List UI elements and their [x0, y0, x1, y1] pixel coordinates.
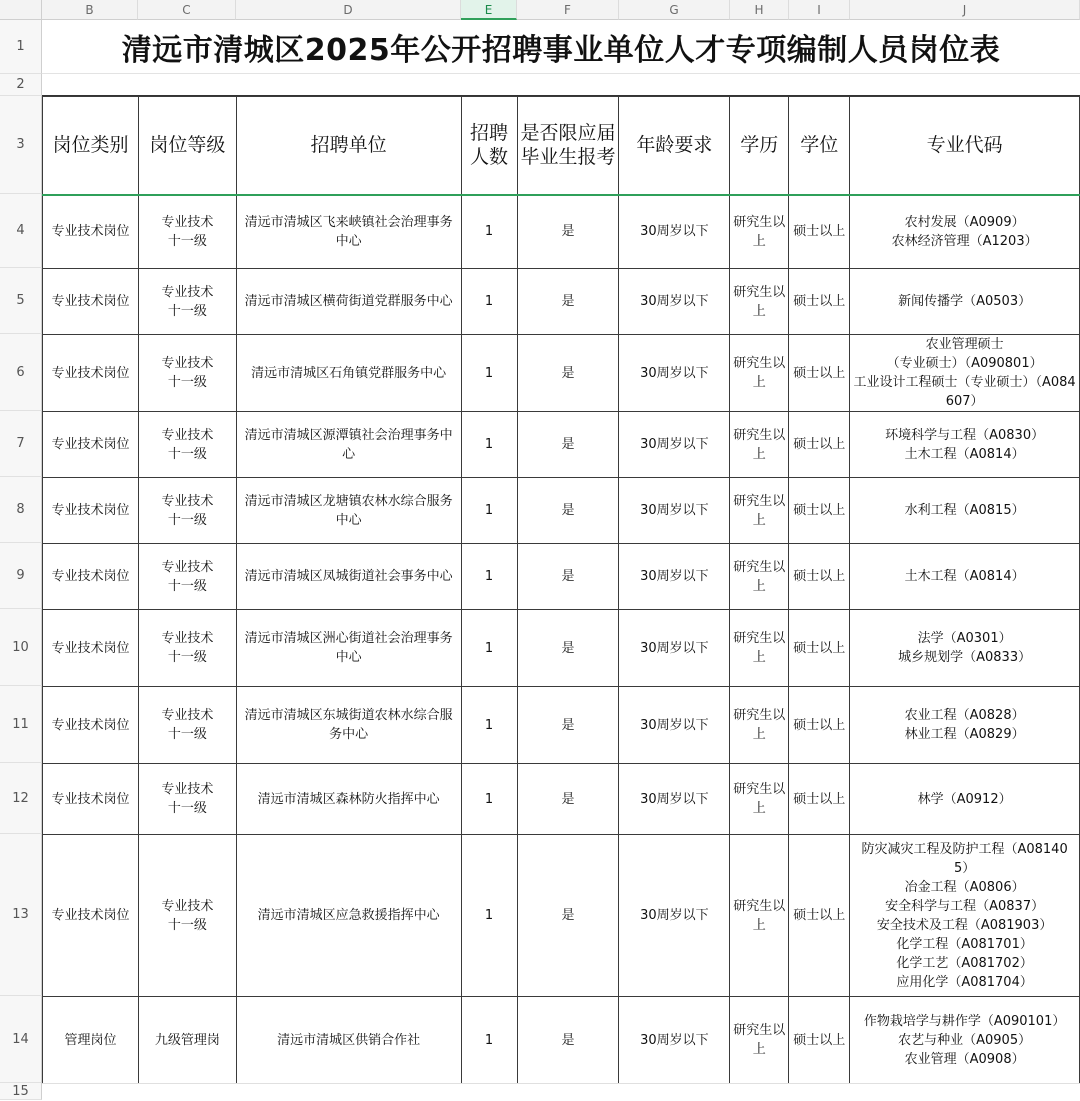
- row-header[interactable]: 11: [0, 686, 42, 763]
- cell-major[interactable]: 农业管理硕士 （专业硕士）（A090801） 工业设计工程硕士（专业硕士）（A084607）: [850, 335, 1080, 412]
- cell-type[interactable]: 专业技术岗位: [43, 764, 139, 835]
- cell-unit[interactable]: 清远市清城区东城街道农林水综合服务中心: [236, 687, 461, 764]
- cell-level[interactable]: 专业技术 十一级: [138, 835, 236, 997]
- cell-degree[interactable]: 硕士以上: [789, 269, 850, 335]
- row-header[interactable]: 5: [0, 268, 42, 334]
- table-row: [43, 195, 1080, 269]
- cell-major[interactable]: 水利工程（A0815）: [850, 478, 1080, 544]
- row-header[interactable]: 8: [0, 477, 42, 543]
- cell-degree[interactable]: 硕士以上: [789, 687, 850, 764]
- cell-level[interactable]: 专业技术 十一级: [138, 687, 236, 764]
- table-row: [43, 412, 1080, 478]
- cell-count[interactable]: 1: [461, 335, 517, 412]
- col-header-d[interactable]: D: [236, 0, 461, 20]
- cell-degree[interactable]: 硕士以上: [789, 610, 850, 687]
- table-row: [43, 610, 1080, 687]
- cell-count[interactable]: 1: [461, 687, 517, 764]
- table-row: [43, 544, 1080, 610]
- cell-count[interactable]: 1: [461, 195, 517, 269]
- cell-edu[interactable]: 研究生以上: [730, 412, 789, 478]
- cell-unit[interactable]: 清远市清城区龙塘镇农林水综合服务中心: [236, 478, 461, 544]
- cell-major[interactable]: 环境科学与工程（A0830） 土木工程（A0814）: [850, 412, 1080, 478]
- cell-age[interactable]: 30周岁以下: [619, 544, 730, 610]
- cell-degree[interactable]: 硕士以上: [789, 764, 850, 835]
- cell-level[interactable]: 专业技术 十一级: [138, 195, 236, 269]
- cell-unit[interactable]: 清远市清城区凤城街道社会事务中心: [236, 544, 461, 610]
- cell-major[interactable]: 新闻传播学（A0503）: [850, 269, 1080, 335]
- cell-major[interactable]: 土木工程（A0814）: [850, 544, 1080, 610]
- cell-edu[interactable]: 研究生以上: [730, 687, 789, 764]
- row-header[interactable]: 4: [0, 194, 42, 268]
- cell-unit[interactable]: 清远市清城区洲心街道社会治理事务中心: [236, 610, 461, 687]
- cell-degree[interactable]: 硕士以上: [789, 997, 850, 1084]
- cell-type[interactable]: 专业技术岗位: [43, 544, 139, 610]
- cell-age[interactable]: 30周岁以下: [619, 687, 730, 764]
- cell-edu[interactable]: 研究生以上: [730, 335, 789, 412]
- row-header[interactable]: 1: [0, 20, 42, 74]
- table-row: [43, 764, 1080, 835]
- cell-age[interactable]: 30周岁以下: [619, 835, 730, 997]
- cell-age[interactable]: 30周岁以下: [619, 610, 730, 687]
- cell-unit[interactable]: 清远市清城区应急救援指挥中心: [236, 835, 461, 997]
- cell-edu[interactable]: 研究生以上: [730, 478, 789, 544]
- cell-fresh[interactable]: 是: [517, 544, 619, 610]
- cell-count[interactable]: 1: [461, 610, 517, 687]
- cell-count[interactable]: 1: [461, 764, 517, 835]
- cell-age[interactable]: 30周岁以下: [619, 764, 730, 835]
- row-header[interactable]: 2: [0, 74, 42, 96]
- cell-fresh[interactable]: 是: [517, 478, 619, 544]
- table-row: [43, 335, 1080, 412]
- table-row: [43, 835, 1080, 997]
- table-row: [43, 269, 1080, 335]
- header-cell-unit[interactable]: 招聘单位: [236, 97, 461, 195]
- cell-count[interactable]: 1: [461, 412, 517, 478]
- cell-age[interactable]: 30周岁以下: [619, 269, 730, 335]
- cell-fresh[interactable]: 是: [517, 335, 619, 412]
- cell-unit[interactable]: 清远市清城区供销合作社: [236, 997, 461, 1084]
- cell-degree[interactable]: 硕士以上: [789, 478, 850, 544]
- cell-type[interactable]: 管理岗位: [43, 997, 139, 1084]
- cell-age[interactable]: 30周岁以下: [619, 195, 730, 269]
- cell-major[interactable]: 法学（A0301） 城乡规划学（A0833）: [850, 610, 1080, 687]
- cell-major[interactable]: 农村发展（A0909） 农林经济管理（A1203）: [850, 195, 1080, 269]
- col-header-b[interactable]: B: [42, 0, 138, 20]
- cell-level[interactable]: 九级管理岗: [138, 997, 236, 1084]
- cell-count[interactable]: 1: [461, 544, 517, 610]
- cell-type[interactable]: 专业技术岗位: [43, 335, 139, 412]
- table-row: [43, 997, 1080, 1084]
- cell-major[interactable]: 林学（A0912）: [850, 764, 1080, 835]
- cell-edu[interactable]: 研究生以上: [730, 997, 789, 1084]
- cell-type[interactable]: 专业技术岗位: [43, 195, 139, 269]
- cell-level[interactable]: 专业技术 十一级: [138, 764, 236, 835]
- row-header[interactable]: 12: [0, 763, 42, 834]
- cell-fresh[interactable]: 是: [517, 412, 619, 478]
- col-header-j[interactable]: J: [850, 0, 1080, 20]
- cell-type[interactable]: 专业技术岗位: [43, 687, 139, 764]
- cell-fresh[interactable]: 是: [517, 997, 619, 1084]
- sheet-title[interactable]: 清远市清城区2025年公开招聘事业单位人才专项编制人员岗位表: [42, 20, 1080, 74]
- row-header[interactable]: 6: [0, 334, 42, 411]
- cell-type[interactable]: 专业技术岗位: [43, 835, 139, 997]
- cell-age[interactable]: 30周岁以下: [619, 478, 730, 544]
- cell-major[interactable]: 防灾减灾工程及防护工程（A081405） 冶金工程（A0806） 安全科学与工程（A0837） 安全技术及工程（A081903） 化学工程（A081701） 化学工艺（A081702） 应用化学（A081704）: [850, 835, 1080, 997]
- cell-age[interactable]: 30周岁以下: [619, 412, 730, 478]
- row-header[interactable]: 9: [0, 543, 42, 609]
- cell-count[interactable]: 1: [461, 997, 517, 1084]
- cell-degree[interactable]: 硕士以上: [789, 835, 850, 997]
- col-header-f[interactable]: F: [517, 0, 619, 20]
- cell-level[interactable]: 专业技术 十一级: [138, 544, 236, 610]
- cell-level[interactable]: 专业技术 十一级: [138, 610, 236, 687]
- cell-unit[interactable]: 清远市清城区飞来峡镇社会治理事务中心: [236, 195, 461, 269]
- cell-unit[interactable]: 清远市清城区源潭镇社会治理事务中心: [236, 412, 461, 478]
- cell-edu[interactable]: 研究生以上: [730, 544, 789, 610]
- cell-type[interactable]: 专业技术岗位: [43, 610, 139, 687]
- cell-level[interactable]: 专业技术 十一级: [138, 269, 236, 335]
- row-header[interactable]: 14: [0, 996, 42, 1083]
- header-cell-type[interactable]: 岗位类别: [43, 97, 139, 195]
- cell-level[interactable]: 专业技术 十一级: [138, 335, 236, 412]
- select-all-corner[interactable]: [0, 0, 42, 20]
- table-header-row: [43, 97, 1080, 195]
- cell-major[interactable]: 作物栽培学与耕作学（A090101） 农艺与种业（A0905） 农业管理（A0908）: [850, 997, 1080, 1084]
- header-cell-degree[interactable]: 学位: [789, 97, 850, 195]
- col-header-g[interactable]: G: [619, 0, 730, 20]
- cell-edu[interactable]: 研究生以上: [730, 764, 789, 835]
- table-row: [43, 687, 1080, 764]
- cell-degree[interactable]: 硕士以上: [789, 544, 850, 610]
- header-cell-age[interactable]: 年龄要求: [619, 97, 730, 195]
- cell-major[interactable]: 农业工程（A0828） 林业工程（A0829）: [850, 687, 1080, 764]
- cell-unit[interactable]: 清远市清城区石角镇党群服务中心: [236, 335, 461, 412]
- cell-fresh[interactable]: 是: [517, 269, 619, 335]
- cell-edu[interactable]: 研究生以上: [730, 269, 789, 335]
- empty-row[interactable]: [42, 1083, 1080, 1101]
- col-header-e[interactable]: E: [461, 0, 517, 20]
- cell-degree[interactable]: 硕士以上: [789, 335, 850, 412]
- empty-row[interactable]: [42, 74, 1080, 96]
- row-header[interactable]: 3: [0, 96, 42, 194]
- cell-unit[interactable]: 清远市清城区横荷街道党群服务中心: [236, 269, 461, 335]
- cell-degree[interactable]: 硕士以上: [789, 195, 850, 269]
- cell-unit[interactable]: 清远市清城区森林防火指挥中心: [236, 764, 461, 835]
- row-header[interactable]: 10: [0, 609, 42, 686]
- cell-fresh[interactable]: 是: [517, 835, 619, 997]
- cell-age[interactable]: 30周岁以下: [619, 997, 730, 1084]
- cell-level[interactable]: 专业技术 十一级: [138, 412, 236, 478]
- cell-fresh[interactable]: 是: [517, 610, 619, 687]
- cell-fresh[interactable]: 是: [517, 687, 619, 764]
- header-cell-count[interactable]: 招聘 人数: [461, 97, 517, 195]
- cell-count[interactable]: 1: [461, 269, 517, 335]
- row-header[interactable]: 15: [0, 1083, 42, 1100]
- header-cell-edu[interactable]: 学历: [730, 97, 789, 195]
- row-header[interactable]: 13: [0, 834, 42, 996]
- col-header-i[interactable]: I: [789, 0, 850, 20]
- cell-type[interactable]: 专业技术岗位: [43, 412, 139, 478]
- header-cell-major[interactable]: 专业代码: [850, 97, 1080, 195]
- cell-degree[interactable]: 硕士以上: [789, 412, 850, 478]
- cell-fresh[interactable]: 是: [517, 195, 619, 269]
- cell-type[interactable]: 专业技术岗位: [43, 269, 139, 335]
- cell-count[interactable]: 1: [461, 835, 517, 997]
- position-table: [42, 96, 1080, 1084]
- cell-edu[interactable]: 研究生以上: [730, 835, 789, 997]
- col-header-h[interactable]: H: [730, 0, 789, 20]
- header-cell-fresh[interactable]: 是否限应届 毕业生报考: [517, 97, 619, 195]
- cell-level[interactable]: 专业技术 十一级: [138, 478, 236, 544]
- cell-count[interactable]: 1: [461, 478, 517, 544]
- cell-edu[interactable]: 研究生以上: [730, 195, 789, 269]
- cell-age[interactable]: 30周岁以下: [619, 335, 730, 412]
- table-row: [43, 478, 1080, 544]
- cell-fresh[interactable]: 是: [517, 764, 619, 835]
- row-header[interactable]: 7: [0, 411, 42, 477]
- cell-edu[interactable]: 研究生以上: [730, 610, 789, 687]
- col-header-c[interactable]: C: [138, 0, 236, 20]
- cell-type[interactable]: 专业技术岗位: [43, 478, 139, 544]
- header-cell-level[interactable]: 岗位等级: [138, 97, 236, 195]
